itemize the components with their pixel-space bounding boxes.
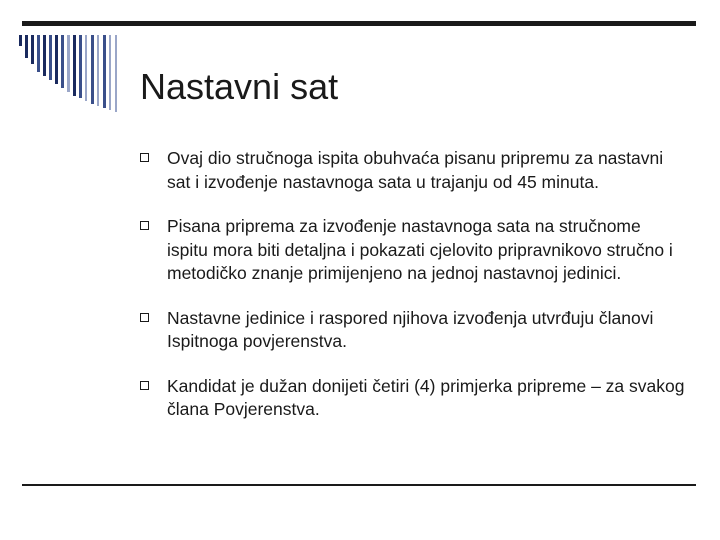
hollow-square-icon bbox=[140, 153, 149, 162]
bullet-text: Pisana priprema za izvođenje nastavnoga sata na stručnome ispitu mora biti detaljna i pokazati cjelovito pripravnikovo stručno i metodičko znanje primijenjeno na jednoj nastavnoj jedinici. bbox=[167, 216, 673, 283]
bullet-item bbox=[140, 307, 685, 354]
decorative-bar bbox=[73, 35, 76, 96]
decorative-bar bbox=[55, 35, 58, 84]
bullet-item bbox=[140, 375, 685, 422]
decorative-bars bbox=[0, 0, 130, 120]
decorative-bar bbox=[37, 35, 40, 72]
hollow-square-icon bbox=[140, 313, 149, 322]
bullet-text: Kandidat je dužan donijeti četiri (4) primjerka pripreme – za svakog člana Povjerenstva. bbox=[167, 375, 685, 419]
bullet-text: Nastavne jedinice i raspored njihova izvođenja utvrđuju članovi Ispitnoga povjerenstva. bbox=[167, 307, 654, 351]
hollow-square-icon bbox=[140, 381, 149, 390]
bottom-rule bbox=[22, 484, 696, 486]
bullet-text: Ovaj dio stručnoga ispita obuhvaća pisanu pripremu za nastavni sat i izvođenje nastavnoga sata u trajanju od 45 minuta. bbox=[167, 148, 664, 192]
decorative-bar bbox=[85, 35, 87, 101]
hollow-square-icon bbox=[140, 221, 149, 230]
decorative-bar bbox=[61, 35, 64, 88]
decorative-bar bbox=[31, 35, 34, 64]
decorative-bar bbox=[103, 35, 106, 108]
decorative-bar bbox=[43, 35, 46, 76]
decorative-bar bbox=[91, 35, 94, 104]
decorative-bar bbox=[67, 35, 70, 92]
decorative-bar bbox=[49, 35, 52, 80]
slide-title: Nastavni sat bbox=[140, 66, 339, 107]
decorative-bar bbox=[19, 35, 22, 46]
bullet-item bbox=[140, 215, 685, 286]
decorative-bar bbox=[97, 35, 99, 106]
bullet-list bbox=[140, 147, 685, 443]
decorative-bar bbox=[115, 35, 117, 112]
decorative-bar bbox=[25, 35, 28, 58]
bullet-item bbox=[140, 147, 685, 194]
decorative-bar bbox=[109, 35, 111, 110]
decorative-bar bbox=[79, 35, 82, 98]
